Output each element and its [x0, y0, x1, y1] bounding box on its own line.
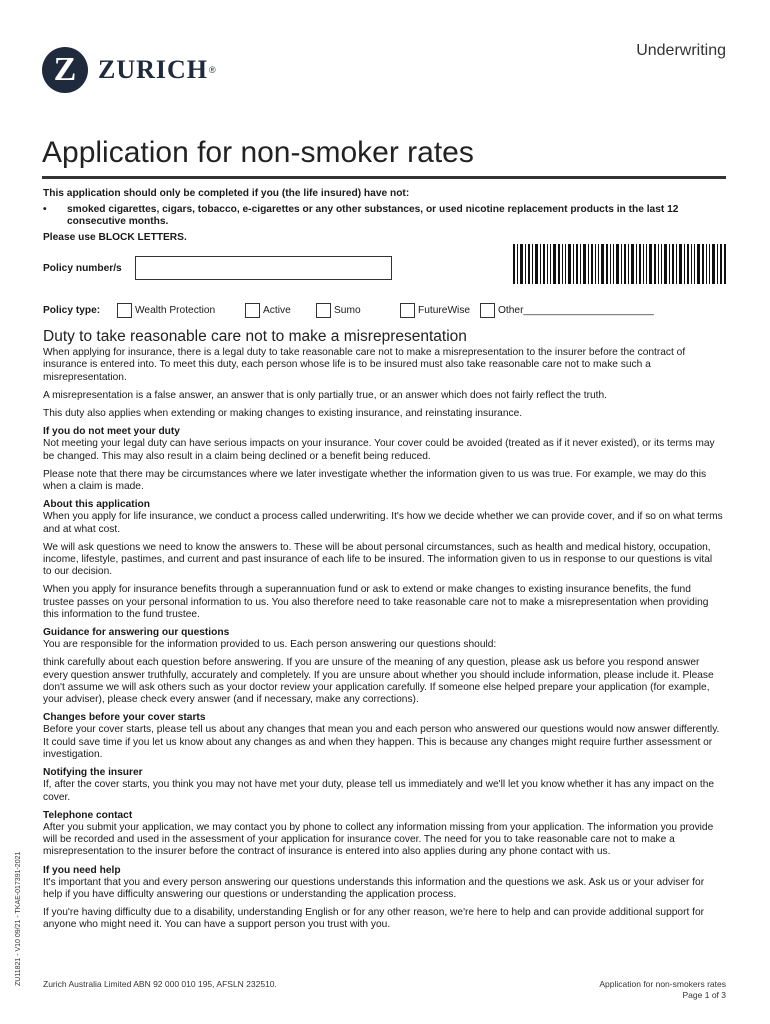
phone-paragraph: After you submit your application, we may contact you by phone to collect any information missing from your application. The information you provide will be recorded and used in the assessment of your application for insurance cover. The need for you to take reasonable care not to make a misrepresentation to the insurer before the contract of insurance is entered into also applies during any phone contact with us. [43, 821, 714, 858]
intro-bullet-text: smoked cigarettes, cigars, tobacco, e-cigarettes or any other substances, or used nicotine replacement products in the last 12 consecutive months. [67, 204, 679, 227]
policy-type-label: Policy type: [43, 305, 101, 316]
notify-paragraph: If, after the cover starts, you think you may not have met your duty, please tell us immediately and we'll let you know whether it has any impact on the cover. [43, 779, 715, 803]
option-label: Other_______________________ [498, 305, 654, 316]
about-paragraph: When you apply for life insurance, we conduct a process called underwriting. It's how we decide whether we can provide cover, and if so on what terms and at what cost. [43, 511, 723, 535]
guidance-paragraph: You are responsible for the information provided to us. Each person answering our questions should: [43, 639, 497, 651]
section-label: Underwriting [636, 42, 726, 59]
bullet-icon: • [43, 204, 47, 215]
about-paragraph: We will ask questions we need to know the answers to. These will be about personal circumstances, such as health and medical history, occupation, income, lifestyle, pastimes, and current and past insurance of each life to be insured. The information given to us in response to our questions is vital to our decision. [43, 541, 713, 578]
policy-number-label: Policy number/s [43, 262, 122, 274]
about-paragraph: When you apply for insurance benefits through a superannuation fund or ask to extend or make changes to existing insurance benefits, the fund trustee passes on your personal information to us. You also therefore need to take reasonable care not to make a misrepresentation when providing this information to the fund trustee. [43, 584, 709, 620]
policy-number-input[interactable] [135, 256, 392, 280]
option-active[interactable] [245, 303, 316, 318]
option-other[interactable] [480, 303, 654, 318]
footer-company: Zurich Australia Limited ABN 92 000 010 195, AFSLN 232510. [43, 979, 277, 989]
guidance-paragraph: think carefully about each question before answering. If you are unsure of the meaning of any question, please ask us before you respond answer every question answer truthfully, accurately and completely. If you are unsure about whether you should include information, please include it. Please don't assume we will ask others such as your doctor review your application carefully. If someone else helped prepare your application (for example, your adviser), please check every answer (and if necessary, make any corrections). [43, 657, 714, 706]
about-heading: About this application [43, 499, 150, 511]
policy-number-row [43, 256, 392, 280]
duty-paragraph: This duty also applies when extending or making changes to existing insurance, and reinstating insurance. [43, 408, 523, 420]
footer-doc-name: Application for non-smokers rates [599, 979, 726, 989]
duty-heading: Duty to take reasonable care not to make a misrepresentation [43, 328, 467, 345]
option-label: Sumo [334, 305, 361, 316]
duty-paragraph: When applying for insurance, there is a legal duty to take reasonable care not to make a misrepresentation to the insurer before the contract of insurance is entered into. To meet this duty, each person whose life is to be insured must also take reasonable care not to make such a misrepresentation. [43, 347, 686, 383]
checkbox-wealth-protection[interactable] [117, 303, 132, 318]
help-heading: If you need help [43, 864, 121, 876]
checkbox-sumo[interactable] [316, 303, 331, 318]
option-wealth-protection[interactable] [117, 303, 245, 318]
option-futurewise[interactable] [400, 303, 480, 318]
intro-list [43, 204, 733, 228]
intro-lead: This application should only be completed if you (the life insured) have not: [43, 188, 410, 199]
registered-mark: ® [209, 65, 216, 75]
notify-heading: Notifying the insurer [43, 767, 143, 779]
checkbox-futurewise[interactable] [400, 303, 415, 318]
help-paragraph: It's important that you and every person answering our questions understands this information and the questions we ask. Ask us or your adviser for help if you have difficulty answering our questions or understanding the application process. [43, 876, 705, 900]
checkbox-active[interactable] [245, 303, 260, 318]
duty-paragraph: A misrepresentation is a false answer, an answer that is only partially true, or an answer which does not fairly reflect the truth. [43, 389, 607, 401]
zurich-wordmark: ZURICH [98, 55, 209, 84]
barcode [513, 244, 726, 284]
not-meet-paragraph: Please note that there may be circumstances where we later investigate whether the information given to us was true. For example, we may do this when a claim is made. [43, 468, 707, 493]
option-sumo[interactable] [316, 303, 400, 318]
body-content [43, 328, 723, 938]
changes-paragraph: Before your cover starts, please tell us about any changes that mean you and each person who answered our questions would now answer differently. It could save time if you let us know about any changes as and when they happen. This is because any changes might require further assessment or investigation. [43, 724, 720, 760]
zurich-logo-mark: Z [42, 47, 88, 93]
checkbox-other[interactable] [480, 303, 495, 318]
footer-right [599, 979, 726, 1001]
page-number: Page 1 of 3 [682, 990, 726, 1000]
block-letters-note: Please use BLOCK LETTERS. [43, 232, 187, 243]
guidance-heading: Guidance for answering our questions [43, 627, 230, 639]
not-meet-paragraph: Not meeting your legal duty can have serious impacts on your insurance. Your cover could be avoided (treated as if it never existed), or its terms may be changed. This may also result in a claim being declined or a benefit being reduced. [43, 438, 715, 462]
option-label: FutureWise [418, 305, 471, 316]
title-divider [42, 176, 726, 179]
intro-block [43, 188, 733, 244]
option-label: Wealth Protection [135, 305, 216, 316]
document-code: ZU11821 - V10 09/21 - TKAE-017391-2021 [15, 851, 22, 986]
policy-type-row [43, 303, 654, 318]
page-title: Application for non-smoker rates [42, 136, 474, 170]
option-label: Active [263, 305, 291, 316]
help-paragraph: If you're having difficulty due to a disability, understanding English or for any other reason, we're here to help and can provide additional support for anyone who might need it. You can have a support person you trust with you. [43, 907, 705, 931]
not-meet-heading: If you do not meet your duty [43, 426, 180, 438]
phone-heading: Telephone contact [43, 809, 133, 821]
changes-heading: Changes before your cover starts [43, 712, 206, 724]
intro-bullet-item [43, 204, 733, 228]
zurich-logo [42, 47, 216, 93]
